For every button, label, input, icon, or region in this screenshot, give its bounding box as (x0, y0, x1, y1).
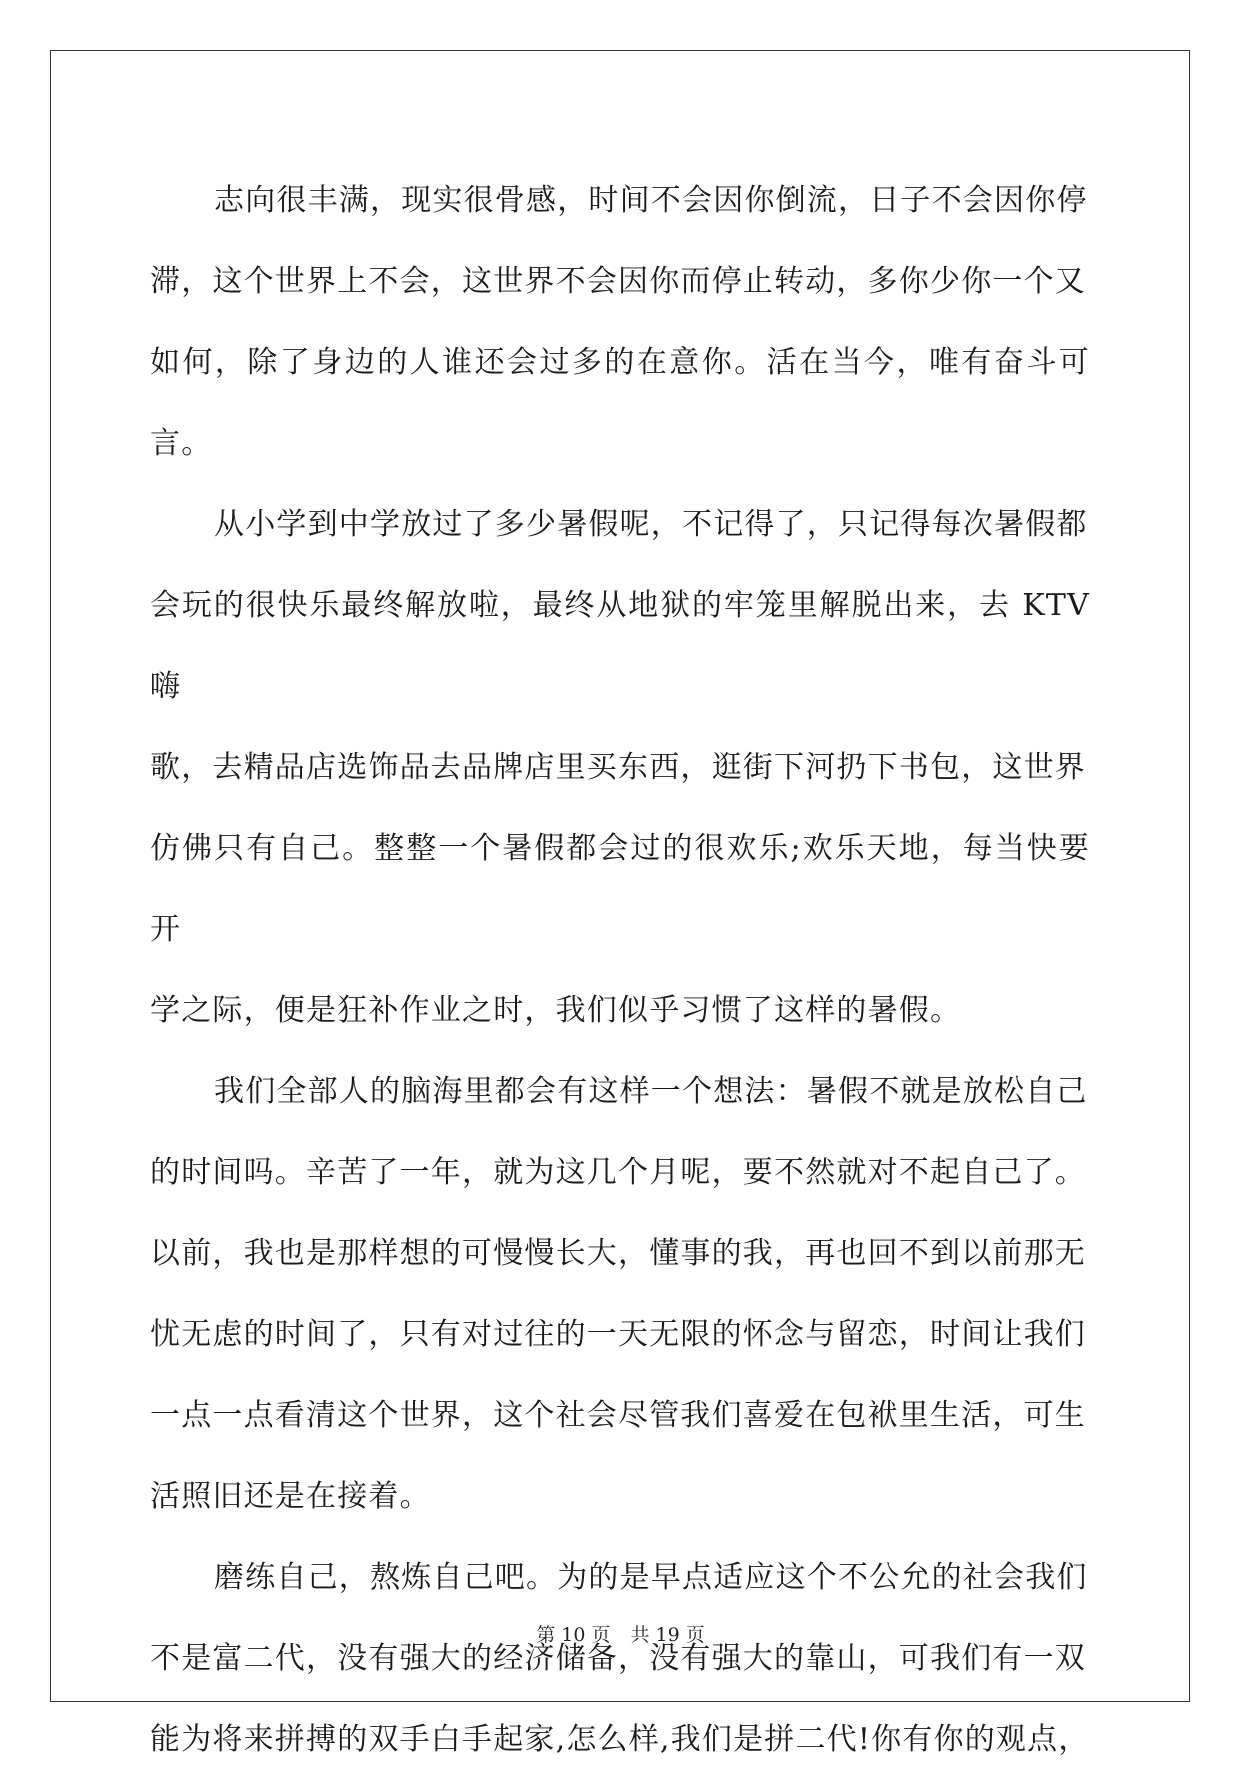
paragraph-3 (150, 1051, 1090, 1537)
text-line: 忧无虑的时间了，只有对过往的一天无限的怀念与留恋，时间让我们 (150, 1317, 1086, 1352)
page-footer (0, 1620, 1241, 1647)
text-line: 志向很丰满，现实很骨感，时间不会因你倒流，日子不会因你停 (214, 183, 1088, 218)
text-line: 学之际，便是狂补作业之时，我们似乎习惯了这样的暑假。 (150, 993, 962, 1028)
text-line: 仿佛只有自己。整整一个暑假都会过的很欢乐;欢乐天地，每当快要开 (150, 831, 1090, 947)
text-line: 如何，除了身边的人谁还会过多的在意你。活在当今，唯有奋斗可言。 (150, 345, 1090, 461)
text-line: 我们全部人的脑海里都会有这样一个想法：暑假不就是放松自己 (214, 1074, 1088, 1109)
text-line: 的时间吗。辛苦了一年，就为这几个月呢，要不然就对不起自己了。 (150, 1155, 1086, 1190)
text-line: 不是富二代，没有强大的经济储备，没有强大的靠山，可我们有一双 (150, 1641, 1086, 1676)
text-line: 会玩的很快乐最终解放啦，最终从地狱的牢笼里解脱出来，去 KTV 嗨 (150, 588, 1090, 704)
text-line: 一点一点看清这个世界，这个社会尽管我们喜爱在包袱里生活，可生 (150, 1398, 1086, 1433)
text-line: 活照旧还是在接着。 (150, 1479, 431, 1514)
paragraph-2 (150, 484, 1090, 1051)
paragraph-4 (150, 1537, 1090, 1780)
text-line: 磨练自己，熬炼自己吧。为的是早点适应这个不公允的社会我们 (214, 1560, 1088, 1595)
text-line: 歌，去精品店选饰品去品牌店里买东西，逛街下河扔下书包，这世界 (150, 750, 1086, 785)
text-line: 滞，这个世界上不会，这世界不会因你而停止转动，多你少你一个又 (150, 264, 1086, 299)
text-line: 从小学到中学放过了多少暑假呢，不记得了，只记得每次暑假都 (214, 507, 1088, 542)
paragraph-1 (150, 160, 1090, 484)
page-number: 第 10 页 (536, 1624, 611, 1646)
page-total: 共 19 页 (630, 1624, 705, 1646)
text-line: 能为将来拼搏的双手白手起家,怎么样,我们是拼二代!你有你的观点， (150, 1722, 1090, 1757)
document-body (150, 160, 1090, 1780)
text-line: 以前，我也是那样想的可慢慢长大，懂事的我，再也回不到以前那无 (150, 1236, 1086, 1271)
